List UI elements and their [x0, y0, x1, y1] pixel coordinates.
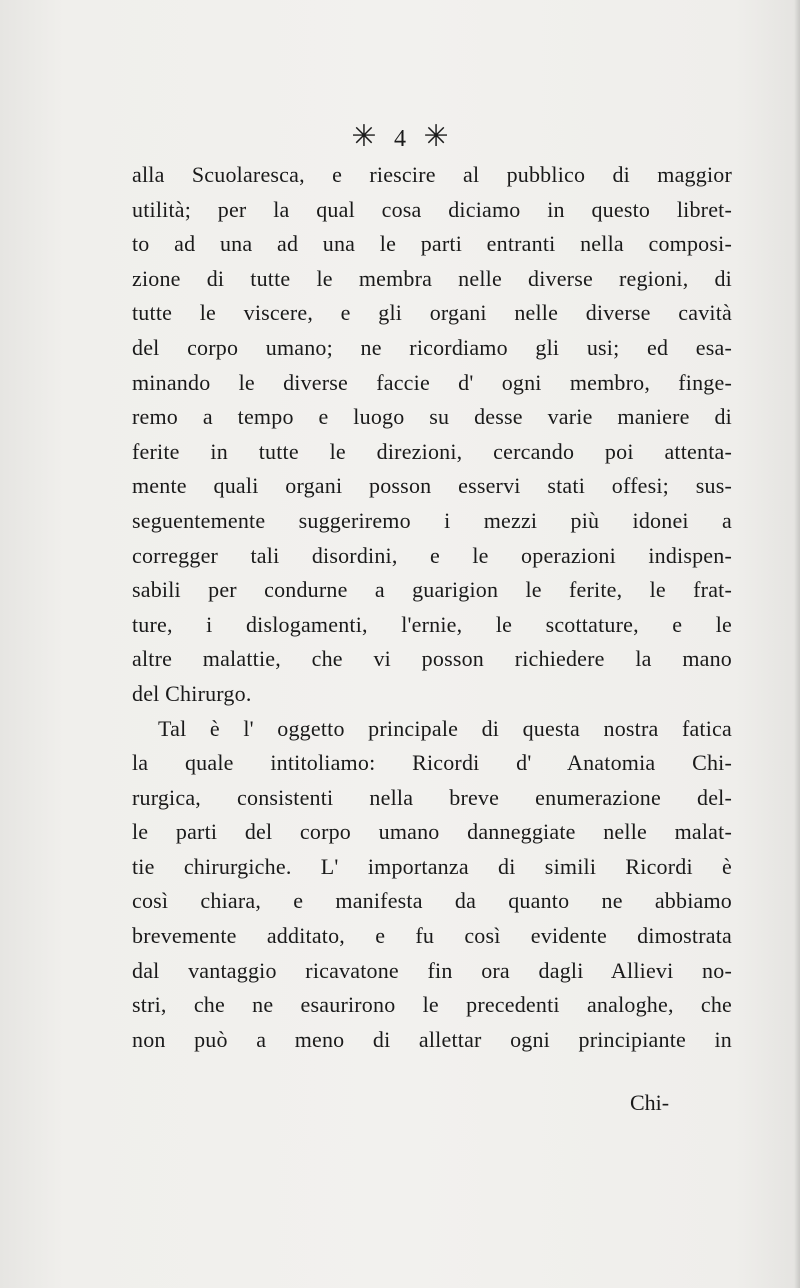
- text-line: così chiara, e manifesta da quanto ne abbiamo: [132, 888, 732, 914]
- right-ornament: ✳: [423, 120, 449, 153]
- text-line: sabili per condurne a guarigion le ferite, le frat-: [132, 577, 732, 603]
- text-line: minando le diverse faccie d' ogni membro, finge-: [132, 369, 732, 395]
- left-ornament: ✳: [351, 120, 377, 153]
- text-line: altre malattie, che vi posson richiedere la mano: [132, 646, 732, 672]
- text-line: utilità; per la qual cosa diciamo in questo libret-: [132, 196, 732, 222]
- text-line: del corpo umano; ne ricordiamo gli usi; ed esa-: [132, 334, 732, 360]
- text-line: tie chirurgiche. L' importanza di simili Ricordi è: [132, 853, 732, 879]
- page-edge-shadow: [794, 0, 800, 1288]
- text-line: ture, i dislogamenti, l'ernie, le scottature, e le: [132, 611, 732, 637]
- catchword: Chi-: [630, 1090, 670, 1115]
- page-number: 4: [394, 126, 406, 152]
- text-line: la quale intitoliamo: Ricordi d' Anatomia Chi-: [132, 750, 732, 776]
- text-line: dal vantaggio ricavatone fin ora dagli Allievi no-: [132, 957, 732, 983]
- text-line: tutte le viscere, e gli organi nelle diverse cavità: [132, 300, 732, 326]
- text-line: ferite in tutte le direzioni, cercando poi attenta-: [132, 438, 732, 464]
- page-header: [0, 120, 800, 156]
- text-line: zione di tutte le membra nelle diverse regioni, di: [132, 265, 732, 291]
- body-text: [132, 158, 732, 1057]
- text-line: seguentemente suggeriremo i mezzi più idonei a: [132, 507, 732, 533]
- text-line: stri, che ne esaurirono le precedenti analoghe, che: [132, 992, 732, 1018]
- text-line: non può a meno di allettar ogni principiante in: [132, 1026, 732, 1052]
- text-line: brevemente additato, e fu così evidente dimostrata: [132, 923, 732, 949]
- text-line: alla Scuolaresca, e riescire al pubblico di maggior: [132, 162, 732, 187]
- paragraph-start-line: Tal è l' oggetto principale di questa nostra fatica: [158, 715, 732, 741]
- text-line: rurgica, consistenti nella breve enumerazione del-: [132, 784, 732, 810]
- text-line: to ad una ad una le parti entranti nella composi-: [132, 231, 732, 257]
- text-line: le parti del corpo umano danneggiate nelle malat-: [132, 819, 732, 845]
- text-line: remo a tempo e luogo su desse varie maniere di: [132, 404, 732, 430]
- text-line: corregger tali disordini, e le operazioni indispen-: [132, 542, 732, 568]
- text-line: del Chirurgo.: [132, 680, 252, 706]
- text-line: mente quali organi posson esservi stati offesi; sus-: [132, 473, 732, 499]
